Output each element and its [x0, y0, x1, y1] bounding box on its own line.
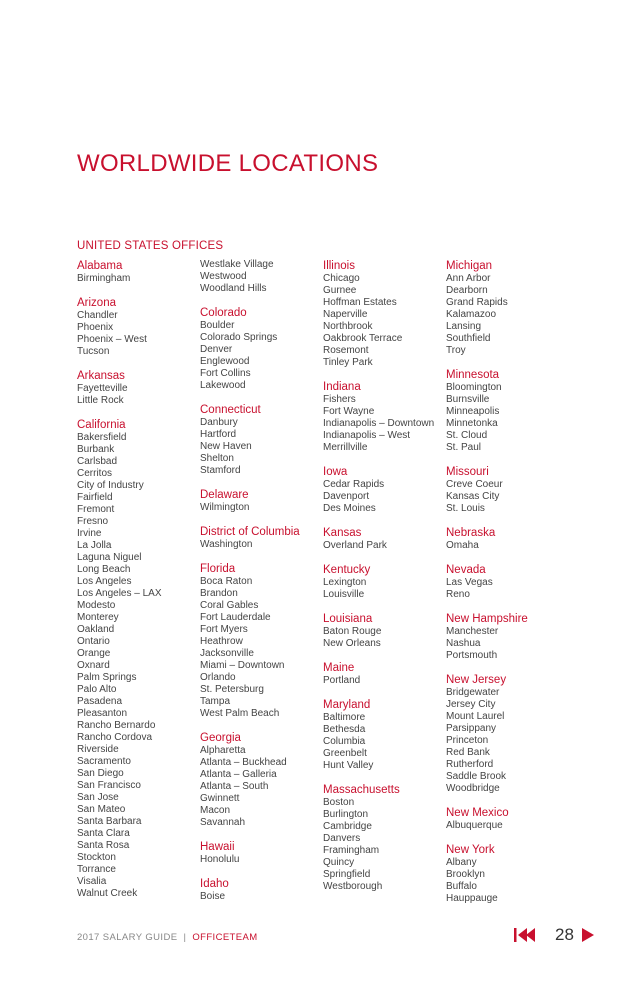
city-name: La Jolla	[77, 540, 112, 551]
state-name: Colorado	[200, 307, 247, 319]
city-name: Danbury	[200, 417, 238, 428]
state-name: Michigan	[446, 260, 493, 272]
city-name: Manchester	[446, 626, 499, 637]
city-name: Kalamazoo	[446, 309, 497, 320]
state-group-massachusetts	[323, 783, 445, 893]
state-name: Georgia	[200, 732, 241, 744]
first-page-icon[interactable]	[514, 927, 536, 943]
city-name: Buffalo	[446, 881, 477, 892]
city-name: Carlsbad	[77, 456, 118, 467]
city-name: Cerritos	[77, 468, 113, 479]
city-name: Woodbridge	[446, 783, 500, 794]
city-name: Northbrook	[323, 321, 373, 332]
state-name: New Mexico	[446, 807, 509, 819]
city-name: St. Paul	[446, 442, 482, 453]
city-name: Alpharetta	[200, 745, 246, 756]
city-name: Princeton	[446, 735, 489, 746]
state-name: Maryland	[323, 699, 371, 711]
city-name: Jersey City	[446, 699, 496, 710]
state-group-new-hampshire	[446, 612, 568, 662]
city-name: Chandler	[77, 310, 118, 321]
state-name: Missouri	[446, 466, 489, 478]
city-name: Irvine	[77, 528, 102, 539]
city-name: Nashua	[446, 638, 481, 649]
section-subtitle: UNITED STATES OFFICES	[77, 240, 224, 252]
city-name: Phoenix	[77, 322, 114, 333]
city-name: Indianapolis – West	[323, 430, 411, 441]
city-name: Santa Rosa	[77, 840, 130, 851]
city-name: Burnsville	[446, 394, 490, 405]
state-group-nevada	[446, 563, 568, 601]
city-name: Gurnee	[323, 285, 357, 296]
state-group-delaware	[200, 488, 322, 514]
city-name: Oakland	[77, 624, 115, 635]
locations-column-3	[323, 259, 445, 904]
city-name: Davenport	[323, 491, 370, 502]
city-name: Hartford	[200, 429, 237, 440]
city-name: Red Bank	[446, 747, 490, 758]
city-name: Albany	[446, 857, 477, 868]
city-name: Lansing	[446, 321, 482, 332]
state-name: Minnesota	[446, 369, 500, 381]
city-name: Wilmington	[200, 502, 250, 513]
city-name: Rutherford	[446, 759, 494, 770]
page-number: 28	[555, 925, 574, 944]
city-name: Macon	[200, 805, 231, 816]
city-name: Overland Park	[323, 540, 387, 551]
city-name: Bloomington	[446, 382, 502, 393]
city-name: Saddle Brook	[446, 771, 507, 782]
city-name: Visalia	[77, 876, 107, 887]
city-name: Birmingham	[77, 273, 131, 284]
city-name: Modesto	[77, 600, 116, 611]
state-group-arizona	[77, 296, 199, 358]
state-group-kansas	[323, 526, 445, 552]
state-name: Hawaii	[200, 841, 235, 853]
city-name: Springfield	[323, 869, 371, 880]
state-name: New York	[446, 844, 495, 856]
city-name: Dearborn	[446, 285, 488, 296]
city-name: Ann Arbor	[446, 273, 491, 284]
state-name: Florida	[200, 563, 236, 575]
footer-separator: |	[183, 932, 187, 943]
city-name: Tucson	[77, 346, 110, 357]
city-name: Brandon	[200, 588, 238, 599]
state-name: Iowa	[323, 466, 348, 478]
state-group-michigan	[446, 259, 568, 357]
city-name: Minnetonka	[446, 418, 498, 429]
city-name: Brooklyn	[446, 869, 485, 880]
city-name: Denver	[200, 344, 233, 355]
city-name: Santa Barbara	[77, 816, 142, 827]
city-name: Heathrow	[200, 636, 243, 647]
city-name: Fayetteville	[77, 383, 128, 394]
city-name: Westborough	[323, 881, 383, 892]
locations-column-1	[77, 259, 199, 911]
state-group-missouri	[446, 465, 568, 515]
city-name: Omaha	[446, 540, 479, 551]
city-name: Shelton	[200, 453, 234, 464]
city-name: Monterey	[77, 612, 119, 623]
city-name: Albuquerque	[446, 820, 503, 831]
state-name: Arizona	[77, 297, 116, 309]
city-name: Atlanta – Buckhead	[200, 757, 287, 768]
city-name: Los Angeles	[77, 576, 132, 587]
city-name: San Mateo	[77, 804, 126, 815]
city-name: Baltimore	[323, 712, 366, 723]
state-group-georgia	[200, 731, 322, 829]
city-name: Bakersfield	[77, 432, 127, 443]
city-name: Pleasanton	[77, 708, 128, 719]
city-name: Santa Clara	[77, 828, 130, 839]
state-group-arkansas	[77, 369, 199, 407]
city-name: Fishers	[323, 394, 356, 405]
state-group-connecticut	[200, 403, 322, 477]
city-name: Rancho Cordova	[77, 732, 153, 743]
state-name: Kentucky	[323, 564, 371, 576]
state-name: Nebraska	[446, 527, 496, 539]
city-name: Tampa	[200, 696, 231, 707]
state-group-iowa	[323, 465, 445, 515]
city-name: St. Louis	[446, 503, 485, 514]
city-name: Little Rock	[77, 395, 124, 406]
city-name: Portland	[323, 675, 361, 686]
city-name: Louisville	[323, 589, 365, 600]
city-name: New Orleans	[323, 638, 381, 649]
city-name: Burlington	[323, 809, 369, 820]
city-name: City of Industry	[77, 480, 144, 491]
city-name: Atlanta – South	[200, 781, 269, 792]
city-name: Sacramento	[77, 756, 131, 767]
city-name: Cambridge	[323, 821, 372, 832]
state-group-maryland	[323, 698, 445, 772]
state-name: Indiana	[323, 381, 361, 393]
state-name: Alabama	[77, 260, 123, 272]
city-name: Orlando	[200, 672, 236, 683]
city-name: Oakbrook Terrace	[323, 333, 403, 344]
city-name: Minneapolis	[446, 406, 500, 417]
state-group-new-jersey	[446, 673, 568, 795]
city-name: Orange	[77, 648, 111, 659]
city-name: Savannah	[200, 817, 246, 828]
city-name: Westlake Village	[200, 259, 274, 270]
state-group-illinois	[323, 259, 445, 369]
state-name: California	[77, 419, 126, 431]
city-name: Woodland Hills	[200, 283, 267, 294]
city-name: Washington	[200, 539, 253, 550]
state-group-district-of-columbia	[200, 525, 322, 551]
city-name: Framingham	[323, 845, 380, 856]
state-name: District of Columbia	[200, 526, 300, 538]
state-name: Arkansas	[77, 370, 125, 382]
city-name: St. Cloud	[446, 430, 488, 441]
city-name: San Diego	[77, 768, 124, 779]
city-name: Quincy	[323, 857, 355, 868]
page-footer	[77, 932, 258, 943]
city-name: Reno	[446, 589, 470, 600]
city-name: Palm Springs	[77, 672, 137, 683]
state-group-idaho	[200, 877, 322, 903]
city-name: Fairfield	[77, 492, 113, 503]
city-name: Oxnard	[77, 660, 110, 671]
city-name: Fort Lauderdale	[200, 612, 271, 623]
state-name: Louisiana	[323, 613, 373, 625]
city-name: Atlanta – Galleria	[200, 769, 277, 780]
state-group-kentucky	[323, 563, 445, 601]
state-group-colorado	[200, 306, 322, 392]
city-name: Boca Raton	[200, 576, 253, 587]
state-name: Delaware	[200, 489, 249, 501]
city-name: Des Moines	[323, 503, 376, 514]
page-navigation	[514, 925, 598, 947]
locations-column-4	[446, 259, 568, 916]
city-name: Westwood	[200, 271, 247, 282]
state-group-nebraska	[446, 526, 568, 552]
state-group-hawaii	[200, 840, 322, 866]
city-name: Fort Myers	[200, 624, 248, 635]
city-name: Gwinnett	[200, 793, 240, 804]
state-group-new-york	[446, 843, 568, 905]
city-name: San Jose	[77, 792, 119, 803]
city-name: New Haven	[200, 441, 252, 452]
city-name: Laguna Niguel	[77, 552, 142, 563]
city-name: Phoenix – West	[77, 334, 147, 345]
city-name: Burbank	[77, 444, 115, 455]
city-name: Grand Rapids	[446, 297, 508, 308]
locations-column-2	[200, 259, 322, 914]
city-name: Merrillville	[323, 442, 368, 453]
city-name: Fort Collins	[200, 368, 251, 379]
city-name: Portsmouth	[446, 650, 498, 661]
city-name: Fresno	[77, 516, 109, 527]
city-name: Lexington	[323, 577, 367, 588]
city-name: Bethesda	[323, 724, 366, 735]
state-group-maine	[323, 661, 445, 687]
city-name: Mount Laurel	[446, 711, 505, 722]
city-name: Cedar Rapids	[323, 479, 385, 490]
city-name: West Palm Beach	[200, 708, 280, 719]
state-name: Massachusetts	[323, 784, 400, 796]
footer-brand: OFFICETEAM	[192, 932, 258, 943]
city-name: Hoffman Estates	[323, 297, 397, 308]
city-name: Torrance	[77, 864, 116, 875]
state-group-california	[77, 418, 199, 900]
city-name: Ontario	[77, 636, 110, 647]
city-name: Lakewood	[200, 380, 246, 391]
city-name: Riverside	[77, 744, 119, 755]
state-name: Kansas	[323, 527, 362, 539]
city-name: Boise	[200, 891, 226, 902]
city-name: Southfield	[446, 333, 491, 344]
city-name: Miami – Downtown	[200, 660, 285, 671]
state-name: Illinois	[323, 260, 355, 272]
city-name: Fremont	[77, 504, 115, 515]
state-group-minnesota	[446, 368, 568, 454]
city-name: Rancho Bernardo	[77, 720, 156, 731]
city-name: Parsippany	[446, 723, 497, 734]
city-name: Indianapolis – Downtown	[323, 418, 435, 429]
next-page-icon[interactable]	[582, 928, 594, 942]
city-name: Colorado Springs	[200, 332, 278, 343]
state-group-louisiana	[323, 612, 445, 650]
city-name: Hunt Valley	[323, 760, 374, 771]
city-name: Stockton	[77, 852, 116, 863]
state-name: New Hampshire	[446, 613, 528, 625]
city-name: Pasadena	[77, 696, 123, 707]
city-name: Hauppauge	[446, 893, 498, 904]
city-name: Troy	[446, 345, 466, 356]
city-name: Stamford	[200, 465, 241, 476]
city-name: Chicago	[323, 273, 360, 284]
city-name: Greenbelt	[323, 748, 367, 759]
city-name: San Francisco	[77, 780, 141, 791]
page-title: WORLDWIDE LOCATIONS	[77, 150, 379, 177]
city-name: Naperville	[323, 309, 368, 320]
city-name: Englewood	[200, 356, 250, 367]
city-name: Palo Alto	[77, 684, 117, 695]
city-name: Kansas City	[446, 491, 500, 502]
city-name: Rosemont	[323, 345, 369, 356]
state-group-alabama	[77, 259, 199, 285]
city-name: Creve Coeur	[446, 479, 503, 490]
city-name: Boston	[323, 797, 355, 808]
state-group-indiana	[323, 380, 445, 454]
city-name: Walnut Creek	[77, 888, 138, 899]
city-name: Fort Wayne	[323, 406, 375, 417]
footer-guide-label: 2017 SALARY GUIDE	[77, 932, 178, 943]
city-name: Bridgewater	[446, 687, 500, 698]
state-name: Nevada	[446, 564, 486, 576]
city-name: Coral Gables	[200, 600, 259, 611]
city-name: St. Petersburg	[200, 684, 264, 695]
state-group-continued	[200, 259, 322, 295]
state-name: Maine	[323, 662, 355, 674]
city-name: Las Vegas	[446, 577, 493, 588]
city-name: Danvers	[323, 833, 361, 844]
city-name: Los Angeles – LAX	[77, 588, 162, 599]
city-name: Baton Rouge	[323, 626, 382, 637]
state-group-florida	[200, 562, 322, 720]
state-name: Connecticut	[200, 404, 261, 416]
state-name: Idaho	[200, 878, 229, 890]
state-name: New Jersey	[446, 674, 507, 686]
city-name: Honolulu	[200, 854, 240, 865]
city-name: Tinley Park	[323, 357, 373, 368]
city-name: Long Beach	[77, 564, 131, 575]
state-group-new-mexico	[446, 806, 568, 832]
city-name: Columbia	[323, 736, 366, 747]
city-name: Jacksonville	[200, 648, 254, 659]
city-name: Boulder	[200, 320, 235, 331]
